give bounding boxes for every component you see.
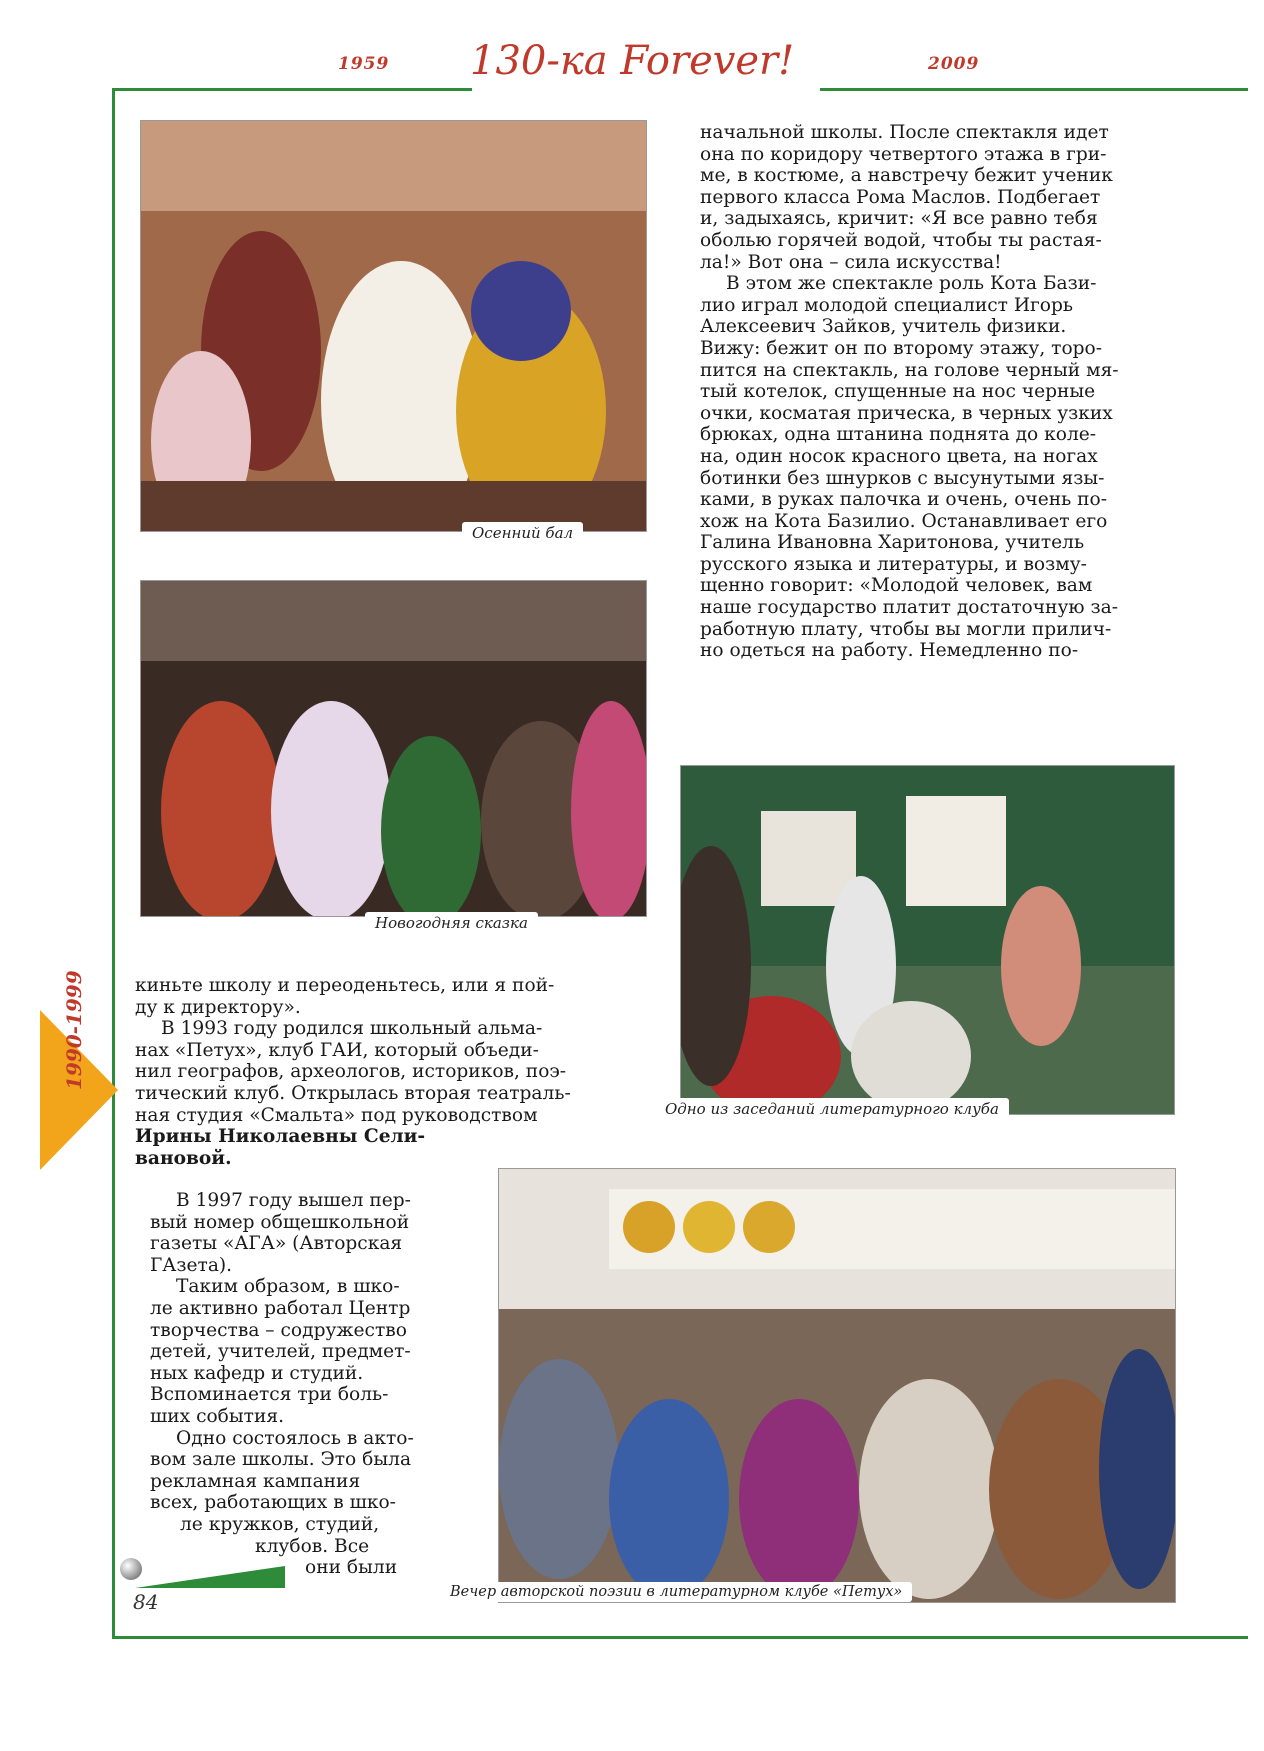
text-line: первого класса Рома Маслов. Подбегает [700, 186, 1101, 208]
text-line: Галина Ивановна Харитонова, учитель [700, 532, 1085, 554]
text-line: В этом же спектакле роль Кота Бази- [726, 273, 1097, 295]
text-line: Ирины Николаевны Сели- [135, 1126, 426, 1148]
text-line: начальной школы. После спектакля идет [700, 122, 1109, 143]
text-column-left [135, 975, 630, 1169]
header-year-right: 2009 [928, 54, 980, 74]
caption-photo-3: Одно из заседаний литературного клуба [655, 1098, 1009, 1120]
photo-new-year-tale-image [141, 581, 646, 916]
header-rule-left [112, 88, 472, 91]
text-line: Алексеевич Зайков, учитель физики. [700, 316, 1067, 338]
photo-poetry-evening-image [499, 1169, 1175, 1602]
text-line: ле кружков, студий, [180, 1513, 380, 1535]
frame-bottom-rule [112, 1636, 1248, 1639]
text-line: ботинки без шнурков с высунутыми язы- [700, 467, 1105, 489]
text-line: вановой. [135, 1147, 232, 1169]
text-line: Вижу: бежит он по второму этажу, торо- [700, 337, 1103, 359]
text-line: брюках, одна штанина поднята до коле- [700, 424, 1097, 446]
text-line: газеты «АГА» (Авторская [150, 1233, 403, 1255]
text-line: ГАзета). [150, 1254, 233, 1276]
text-line: ших события. [150, 1405, 284, 1427]
text-line: ду к директору». [135, 996, 301, 1018]
text-line: ная студия «Смальта» под руководством [135, 1104, 538, 1126]
text-column-right [700, 122, 1180, 662]
photo-autumn-ball-image [141, 121, 646, 531]
text-line: ла!» Вот она – сила искусства! [700, 251, 1002, 273]
text-line: оболью горячей водой, чтобы ты растая- [700, 229, 1102, 251]
text-line: очки, косматая прическа, в черных узких [700, 402, 1113, 424]
text-line: ных кафедр и студий. [150, 1362, 364, 1384]
text-line: вом зале школы. Это была [150, 1449, 412, 1471]
photo-literary-club-meeting-image [681, 766, 1174, 1114]
text-line: киньте школу и переоденьтесь, или я пой- [135, 975, 555, 996]
page-number: 84 [133, 1590, 159, 1614]
text-line: ками, в руках палочка и очень, очень по- [700, 489, 1108, 511]
header-year-left: 1959 [338, 54, 390, 74]
text-line: Вспоминается три боль- [150, 1384, 389, 1406]
text-line: детей, учителей, предмет- [150, 1341, 411, 1363]
text-line: клубов. Все [255, 1535, 370, 1557]
corner-ball-decoration [120, 1558, 142, 1580]
text-line: она по коридору четвертого этажа в гри- [700, 143, 1107, 165]
photo-literary-club-meeting [680, 765, 1175, 1115]
text-line: на, один носок красного цвета, на ногах [700, 445, 1098, 467]
text-line: рекламная кампания [150, 1470, 361, 1492]
text-line: вый номер общешкольной [150, 1211, 410, 1233]
frame-left-rule [112, 88, 115, 1638]
text-line: ле активно работал Центр [150, 1297, 411, 1319]
text-line: и, задыхаясь, кричит: «Я все равно тебя [700, 208, 1098, 230]
corner-wedge-decoration [135, 1566, 285, 1588]
text-line: всех, работающих в шко- [150, 1492, 396, 1514]
text-line: Таким образом, в шко- [176, 1276, 400, 1298]
text-line: В 1993 году родился школьный альма- [161, 1018, 543, 1040]
text-line: наше государство платит достаточную за- [700, 597, 1118, 619]
photo-new-year-tale [140, 580, 647, 917]
text-line: нил географов, археологов, историков, поэ- [135, 1061, 567, 1083]
text-line: тический клуб. Открылась вторая театраль- [135, 1082, 571, 1104]
text-line: нах «Петух», клуб ГАИ, который объеди- [135, 1039, 539, 1061]
text-line: Одно состоялось в акто- [176, 1427, 414, 1449]
caption-photo-4: Вечер авторской поэзии в литературном клубе «Петух» [440, 1582, 912, 1602]
text-line: тый котелок, спущенные на нос черные [700, 381, 1096, 403]
text-line: щенно говорит: «Молодой человек, вам [700, 575, 1093, 597]
text-column-left-narrow [150, 1190, 446, 1579]
text-line: пится на спектакль, на голове черный мя- [700, 359, 1119, 381]
text-line: хож на Кота Базилио. Останавливает его [700, 510, 1108, 532]
text-line: работную плату, чтобы вы могли прилич- [700, 618, 1112, 640]
text-line: ме, в костюме, а навстречу бежит ученик [700, 165, 1113, 187]
photo-poetry-evening [498, 1168, 1176, 1603]
text-line: лио играл молодой специалист Игорь [700, 294, 1074, 316]
caption-photo-1: Осенний бал [462, 522, 583, 544]
header-rule-right [820, 88, 1248, 91]
photo-autumn-ball [140, 120, 647, 532]
text-line: русского языка и литературы, и возму- [700, 553, 1087, 575]
text-line: они были [305, 1557, 398, 1579]
header-title: 130-ка Forever! [470, 38, 795, 84]
caption-photo-2: Новогодняя сказка [365, 912, 538, 934]
text-line: но одеться на работу. Немедленно по- [700, 640, 1079, 662]
text-line: творчества – содружество [150, 1319, 407, 1341]
text-line: В 1997 году вышел пер- [176, 1190, 411, 1211]
decade-tab-label: 1990-1999 [62, 970, 86, 1090]
